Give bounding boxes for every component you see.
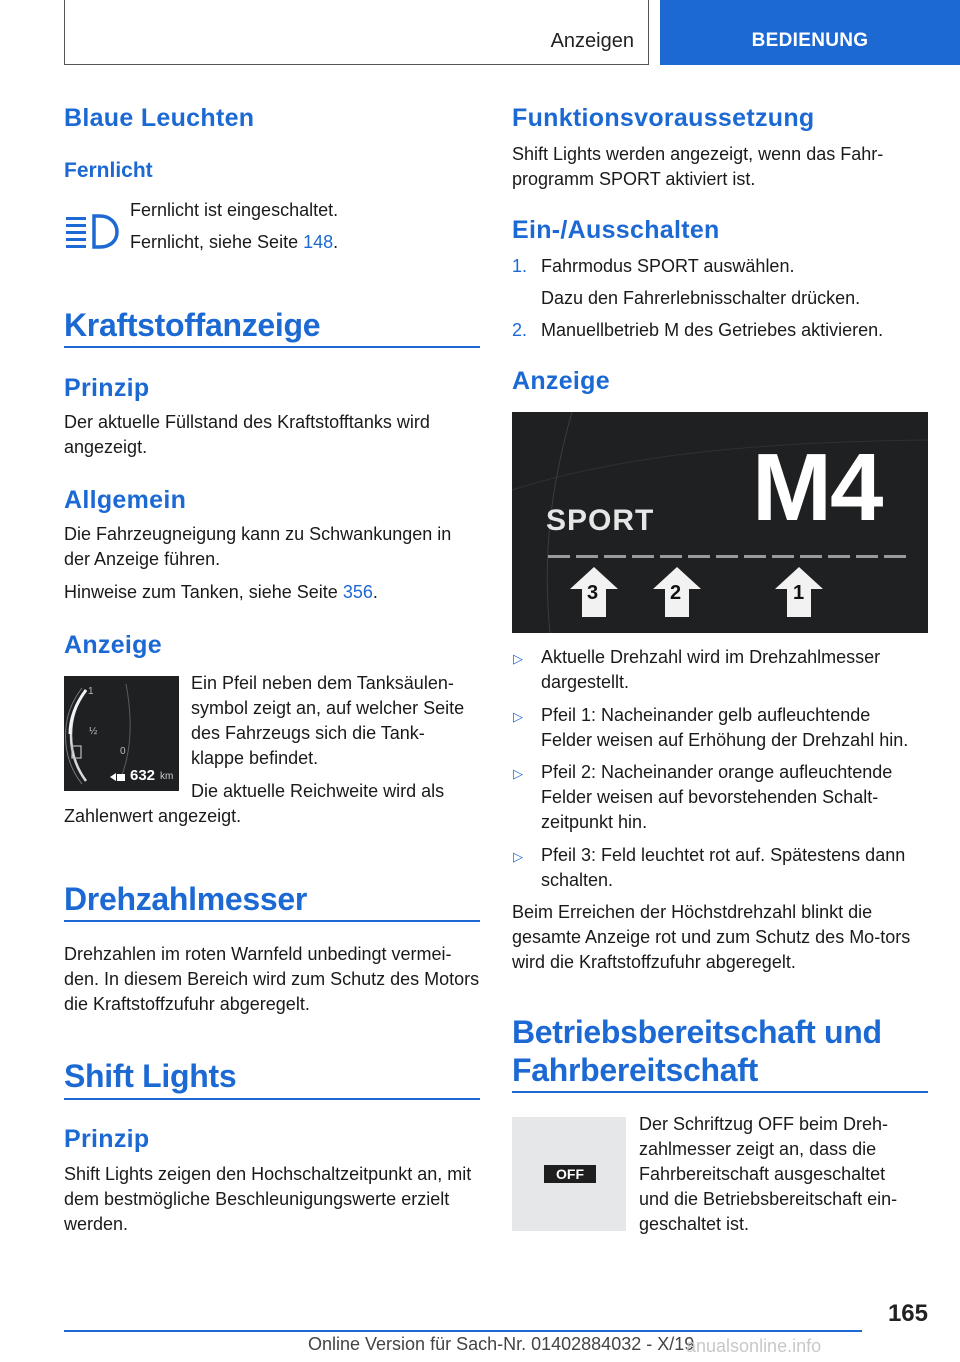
shift-light-bar (548, 555, 906, 558)
off-badge: OFF (544, 1165, 596, 1183)
heading-anzeige-right: Anzeige (512, 367, 610, 395)
bullet-3-line-3: zeitpunkt hin. (541, 812, 648, 832)
off-text-3: Fahrbereitschaft ausgeschaltet (639, 1164, 886, 1184)
bullet-icon: ▷ (513, 651, 523, 666)
display-gear-label: M4 (752, 434, 882, 541)
off-text-2: zahlmesser zeigt an, dass die (639, 1139, 877, 1159)
bullet-1-line-2: dargestellt. (541, 672, 630, 692)
step-1-number: 1. (512, 256, 528, 276)
heading-fernlicht: Fernlicht (64, 159, 153, 182)
bullet-3-line-1: Pfeil 2: Nacheinander orange aufleuchtende (541, 762, 893, 782)
bullet-icon: ▷ (513, 709, 523, 724)
bullet-1-line-1: Aktuelle Drehzahl wird im Drehzahlmesser (541, 647, 881, 667)
bullet-icon: ▷ (513, 849, 523, 864)
gauge-tick-half: ½ (89, 726, 98, 737)
watermark: anualsonline.info (686, 1336, 822, 1356)
shift-prinzip-text: Shift Lights zeigen den Hochschaltzeitpunkt an, mit dem bestmögliche Beschleunigungswerte erzielt werden. (64, 1164, 472, 1234)
heading-funktionsvoraussetzung: Funktionsvoraussetzung (512, 104, 815, 132)
heading-rule (64, 1098, 480, 1100)
hoechstdrehzahl-text: Beim Erreichen der Höchstdrehzahl blinkt die gesamte Anzeige rot und zum Schutz des Mo-tors wird die Kraftstoffzufuhr abgeregelt. (512, 902, 911, 972)
step-2-number: 2. (512, 320, 528, 340)
page-link-148[interactable]: 148 (303, 232, 334, 252)
funktion-text: Shift Lights werden angezeigt, wenn das Fahr-programm SPORT aktiviert ist. (512, 144, 884, 189)
heading-kraftstoffanzeige: Kraftstoffanzeige (64, 307, 321, 343)
shift-lights-display-figure (512, 412, 928, 633)
range-unit: km (160, 771, 174, 782)
heading-prinzip-2: Prinzip (64, 1125, 150, 1153)
step-1-text: Fahrmodus SPORT auswählen. (541, 256, 795, 276)
anzeige-text-5: Die aktuelle Reichweite wird als (191, 781, 445, 801)
anzeige-text-2: symbol zeigt an, auf welcher Seite (191, 698, 465, 718)
off-text-1: Der Schriftzug OFF beim Dreh- (639, 1114, 889, 1134)
bullet-4-line-1: Pfeil 3: Feld leuchtet rot auf. Spätestens dann (541, 845, 906, 865)
hinweis-text: Hinweise zum Tanken, siehe Seite 356. (64, 582, 378, 602)
allgemein-text: Die Fahrzeugneigung kann zu Schwankungen in der Anzeige führen. (64, 524, 452, 569)
page-number: 165 (887, 1300, 928, 1327)
bullet-3-line-2: Felder weisen auf bevorstehenden Schalt- (541, 787, 879, 807)
arrow-1-label: 1 (793, 582, 805, 604)
footer-rule (64, 1330, 862, 1332)
heading-drehzahlmesser: Drehzahlmesser (64, 881, 308, 917)
anzeige-text-3: des Fahrzeugs sich die Tank- (191, 723, 425, 743)
arrow-2-label: 2 (670, 582, 682, 604)
heading-shift-lights: Shift Lights (64, 1058, 237, 1094)
header-section-tab (64, 0, 649, 65)
drehzahl-text: Drehzahlen im roten Warnfeld unbedingt vermei-den. In diesem Bereich wird zum Schutz des Motors die Kraftstoffzufuhr abgeregelt. (64, 944, 480, 1014)
page-link-356[interactable]: 356 (342, 582, 373, 602)
heading-anzeige-left: Anzeige (64, 631, 162, 659)
prinzip-text: Der aktuelle Füllstand des Kraftstofftanks wird angezeigt. (64, 412, 430, 457)
gauge-tick-0: 0 (120, 746, 126, 757)
display-mode-label: SPORT (546, 504, 655, 537)
fernlicht-text-1: Fernlicht ist eingeschaltet. (130, 200, 339, 220)
bullet-4-line-2: schalten. (541, 870, 614, 890)
off-indicator-figure (512, 1117, 626, 1231)
heading-rule (64, 346, 480, 348)
footer-text: Online Version für Sach-Nr. 01402884032 - X/19 (308, 1334, 695, 1354)
high-beam-icon (66, 213, 120, 249)
header-chapter-title: BEDIENUNG (751, 30, 869, 51)
bullet-icon: ▷ (513, 766, 523, 781)
range-value: 632 (130, 767, 156, 784)
anzeige-text-1: Ein Pfeil neben dem Tanksäulen- (191, 673, 454, 693)
off-text-4: und die Betriebsbereitschaft ein- (639, 1189, 898, 1209)
bullet-2-line-2: Felder weisen auf Erhöhung der Drehzahl hin. (541, 730, 909, 750)
heading-betriebsbereitschaft-2: Fahrbereitschaft (512, 1052, 758, 1088)
gauge-tick-1: 1 (88, 686, 94, 697)
heading-rule (512, 1091, 928, 1093)
heading-prinzip: Prinzip (64, 374, 150, 402)
off-text-5: geschaltet ist. (639, 1214, 750, 1234)
step-2-text: Manuellbetrieb M des Getriebes aktivieren. (541, 320, 884, 340)
heading-allgemein: Allgemein (64, 486, 187, 514)
fernlicht-text-2: Fernlicht, siehe Seite 148. (130, 232, 339, 252)
heading-rule (64, 920, 480, 922)
header-chapter-tab (660, 0, 960, 65)
fuel-side-arrow-icon (110, 773, 116, 781)
bullet-2-line-1: Pfeil 1: Nacheinander gelb aufleuchtende (541, 705, 871, 725)
heading-betriebsbereitschaft-1: Betriebsbereitschaft und (512, 1014, 882, 1050)
heading-blaue-leuchten: Blaue Leuchten (64, 104, 255, 132)
anzeige-text-6: Zahlenwert angezeigt. (64, 806, 242, 826)
arrow-3-label: 3 (587, 582, 599, 604)
heading-ein-ausschalten: Ein-/Ausschalten (512, 216, 720, 244)
step-1-subtext: Dazu den Fahrerlebnisschalter drücken. (541, 288, 861, 308)
fuel-gauge-figure (64, 676, 179, 791)
anzeige-text-4: klappe befindet. (191, 748, 319, 768)
header-section-title: Anzeigen (550, 30, 634, 52)
